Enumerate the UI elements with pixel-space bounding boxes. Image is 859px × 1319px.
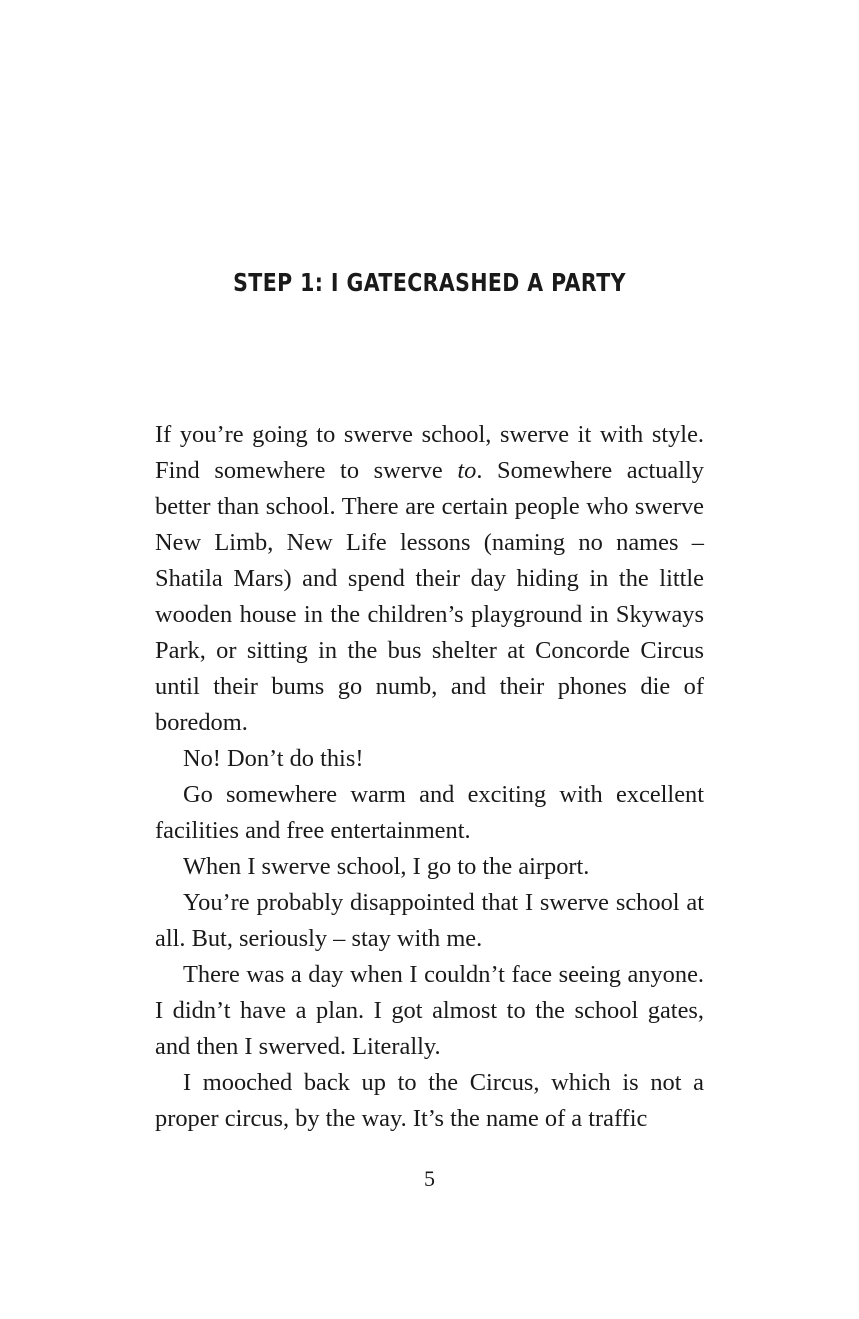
paragraph-3: Go somewhere warm and exciting with excellent facilities and free entertainment.: [155, 781, 704, 844]
paragraph-5: You’re probably disappointed that I swerve school at all. But, seriously – stay with me.: [155, 889, 704, 952]
paragraph-1-end: . Somewhere actually better than school. There are certain people who swerve New Limb, New Life lessons (naming no names – Shatila Mars) and spend their day hiding in the little wooden house in the children’s playground in Skyways Park, or sitting in the bus shelter at Concorde Circus until their bums go numb, and their phones die of boredom.: [155, 457, 704, 736]
body-text: [155, 417, 704, 1137]
paragraph-4: When I swerve school, I go to the airport.: [183, 853, 590, 880]
paragraph-1-emphasis: to: [457, 457, 477, 484]
paragraph-7: I mooched back up to the Circus, which is not a proper circus, by the way. It’s the name of a traffic: [155, 1069, 704, 1132]
paragraph-1: [155, 417, 704, 741]
page-number: 5: [424, 1166, 435, 1191]
paragraph-1-start: If you’re going to swerve school, swerve it with style. Find somewhere to swerve: [155, 421, 704, 484]
paragraph-2: No! Don’t do this!: [183, 745, 364, 772]
chapter-title: STEP 1: I GATECRASHED A PARTY: [233, 268, 626, 297]
paragraph-6: There was a day when I couldn’t face seeing anyone. I didn’t have a plan. I got almost to the school gates, and then I swerved. Literally.: [155, 961, 704, 1060]
